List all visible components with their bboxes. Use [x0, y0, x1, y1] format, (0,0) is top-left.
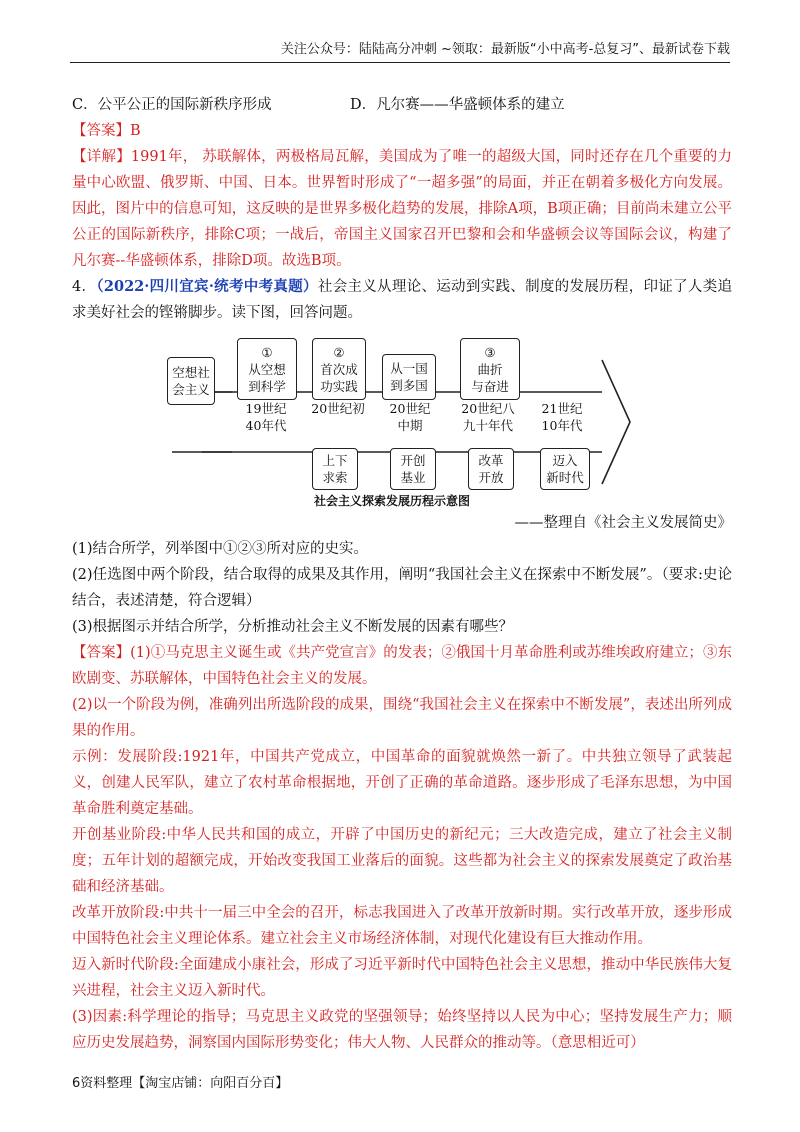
time-label-2: 20世纪初: [311, 401, 365, 416]
q4-answer-2: (2)以一个阶段为例，准确列出所选阶段的成果，围绕“我国社会主义在探索中不断发展”，表述出所列成果的作用。: [72, 697, 732, 739]
time-label-3: 20世纪 中期: [389, 401, 431, 433]
lower-box-3-label: 改革 开放: [478, 453, 504, 485]
source-note: ——整理自《社会主义发展简史》: [514, 515, 732, 531]
option-d: D．凡尔赛——华盛顿体系的建立: [350, 97, 565, 113]
upper-box-2: [312, 338, 366, 400]
q4-stem-text: 社会主义从理论、运动到实践、制度的发展历程，印证了人类追求美好社会的铿锵脚步。读下图，回答问题。: [72, 279, 733, 321]
upper-box-1-label: ① 从空想 到科学: [248, 344, 286, 394]
q3-answer: [72, 118, 732, 144]
q4-stage-found: 开创基业阶段:中华人民共和国的成立，开辟了中国历史的新纪元；三大改造完成，建立了社会主义制度；五年计划的超额完成，开始改变我国工业落后的面貌。这些都为社会主义的探索发展奠定了政治基础和经济基础。: [72, 827, 732, 895]
header-text: 关注公众号：陆陆高分冲刺 ~领取：最新版“小中高考-总复习”、最新试卷下载: [280, 42, 730, 57]
diagram-caption: 社会主义探索发展历程示意图: [313, 494, 470, 508]
sub-question-1: (1)结合所学，列举图中①②③所对应的史实。: [72, 541, 369, 557]
q4-number: 4．: [72, 279, 97, 295]
page-content: [72, 92, 732, 1056]
lower-box-2-label: 开创 基业: [400, 453, 426, 485]
upper-box-2-label: ② 首次成 功实践: [320, 344, 358, 394]
lower-box-4-label: 迈入 新时代: [546, 453, 584, 485]
lower-box-3: [468, 448, 514, 490]
detail-label: 【详解】: [72, 149, 131, 165]
lower-box-2: [390, 448, 436, 490]
start-box: [167, 357, 215, 405]
q4-stage-reform: 改革开放阶段:中共十一届三中全会的召开，标志我国进入了改革开放新时期。实行改革开放，逐步形成中国特色社会主义理论体系。建立社会主义市场经济体制，对现代化建设有巨大推动作用。: [72, 905, 732, 947]
upper-box-3: [382, 354, 436, 400]
q4-source-tag: （2022·四川宜宾·统考中考真题）: [96, 278, 318, 295]
time-label-4: 20世纪八 九十年代: [461, 401, 515, 433]
detail-text: 1991年， 苏联解体，两极格局瓦解，美国成为了唯一的超级大国，同时还存在几个重要的力量中心欧盟、俄罗斯、中国、日本。世界暂时形成了“一超多强”的局面，并正在朝着多极化方向发展。因此，图片中的信息可知，这反映的是世界多极化趋势的发展，排除A项，B项正确；目前尚未建立公平公正的国际新秩序，排除C项；一战后，帝国主义国家召开巴黎和会和华盛顿会议等国际会议，构建了凡尔赛--华盛顿体系，排除D项。故选B项。: [72, 149, 732, 269]
q3-detail: [72, 144, 732, 274]
q4-answer-1: [72, 640, 732, 692]
q4-example: 示例：发展阶段:1921年，中国共产党成立，中国革命的面貌就焕然一新了。中共独立领导了武装起义，创建人民军队，建立了农村革命根据地，开创了正确的革命道路。逐步形成了毛泽东思想，为中国革命胜利奠定基础。: [72, 749, 732, 817]
timeline-diagram: [72, 330, 732, 510]
upper-box-4: [460, 338, 520, 400]
sub-question-3: (3)根据图示并结合所学，分析推动社会主义不断发展的因素有哪些？: [72, 619, 514, 635]
time-label-5: 21世纪 10年代: [541, 401, 583, 433]
lower-box-1-label: 上下 求索: [322, 453, 348, 485]
option-c: C．公平公正的国际新秩序形成: [72, 97, 272, 113]
q4-answer-3: (3)因素:科学理论的指导；马克思主义政党的坚强领导；始终坚持以人民为中心；坚持发展生产力；顺应历史发展趋势，洞察国内国际形势变化；伟大人物、人民群众的推动等。（意思相近可）: [72, 1009, 732, 1051]
answer-value: B: [130, 123, 141, 139]
upper-box-1: [237, 338, 297, 400]
page-footer: [72, 1072, 288, 1091]
sub-question-2: (2)任选图中两个阶段，结合取得的成果及其作用，阐明“我国社会主义在探索中不断发展”。（要求:史论结合，表述清楚，符合逻辑）: [72, 567, 732, 609]
q4-stage-new: 迈入新时代阶段:全面建成小康社会，形成了习近平新时代中国特色社会主义思想，推动中华民族伟大复兴进程，社会主义迈入新时代。: [72, 957, 732, 999]
q4-answer-1-text: (1)①马克思主义诞生或《共产党宣言》的发表；②俄国十月革命胜利或苏维埃政府建立；③东欧剧变、苏联解体，中国特色社会主义的发展。: [72, 645, 732, 687]
q4-answer-label: 【答案】: [72, 645, 131, 661]
time-label-1: 19世纪 40年代: [245, 401, 287, 433]
footer-text: 6资料整理【淘宝店铺：向阳百分百】: [72, 1076, 289, 1091]
options-row: [72, 92, 732, 118]
lower-box-1: [312, 448, 358, 490]
q4-stem: [72, 274, 732, 326]
page-header: [70, 40, 730, 63]
lower-box-4: [540, 448, 590, 490]
start-box-label: 空想社会主义: [172, 365, 210, 397]
upper-box-4-label: ③ 曲折 与奋进: [471, 344, 509, 394]
answer-label: 【答案】: [72, 123, 130, 139]
upper-box-3-label: 从一国 到多国: [390, 361, 428, 393]
